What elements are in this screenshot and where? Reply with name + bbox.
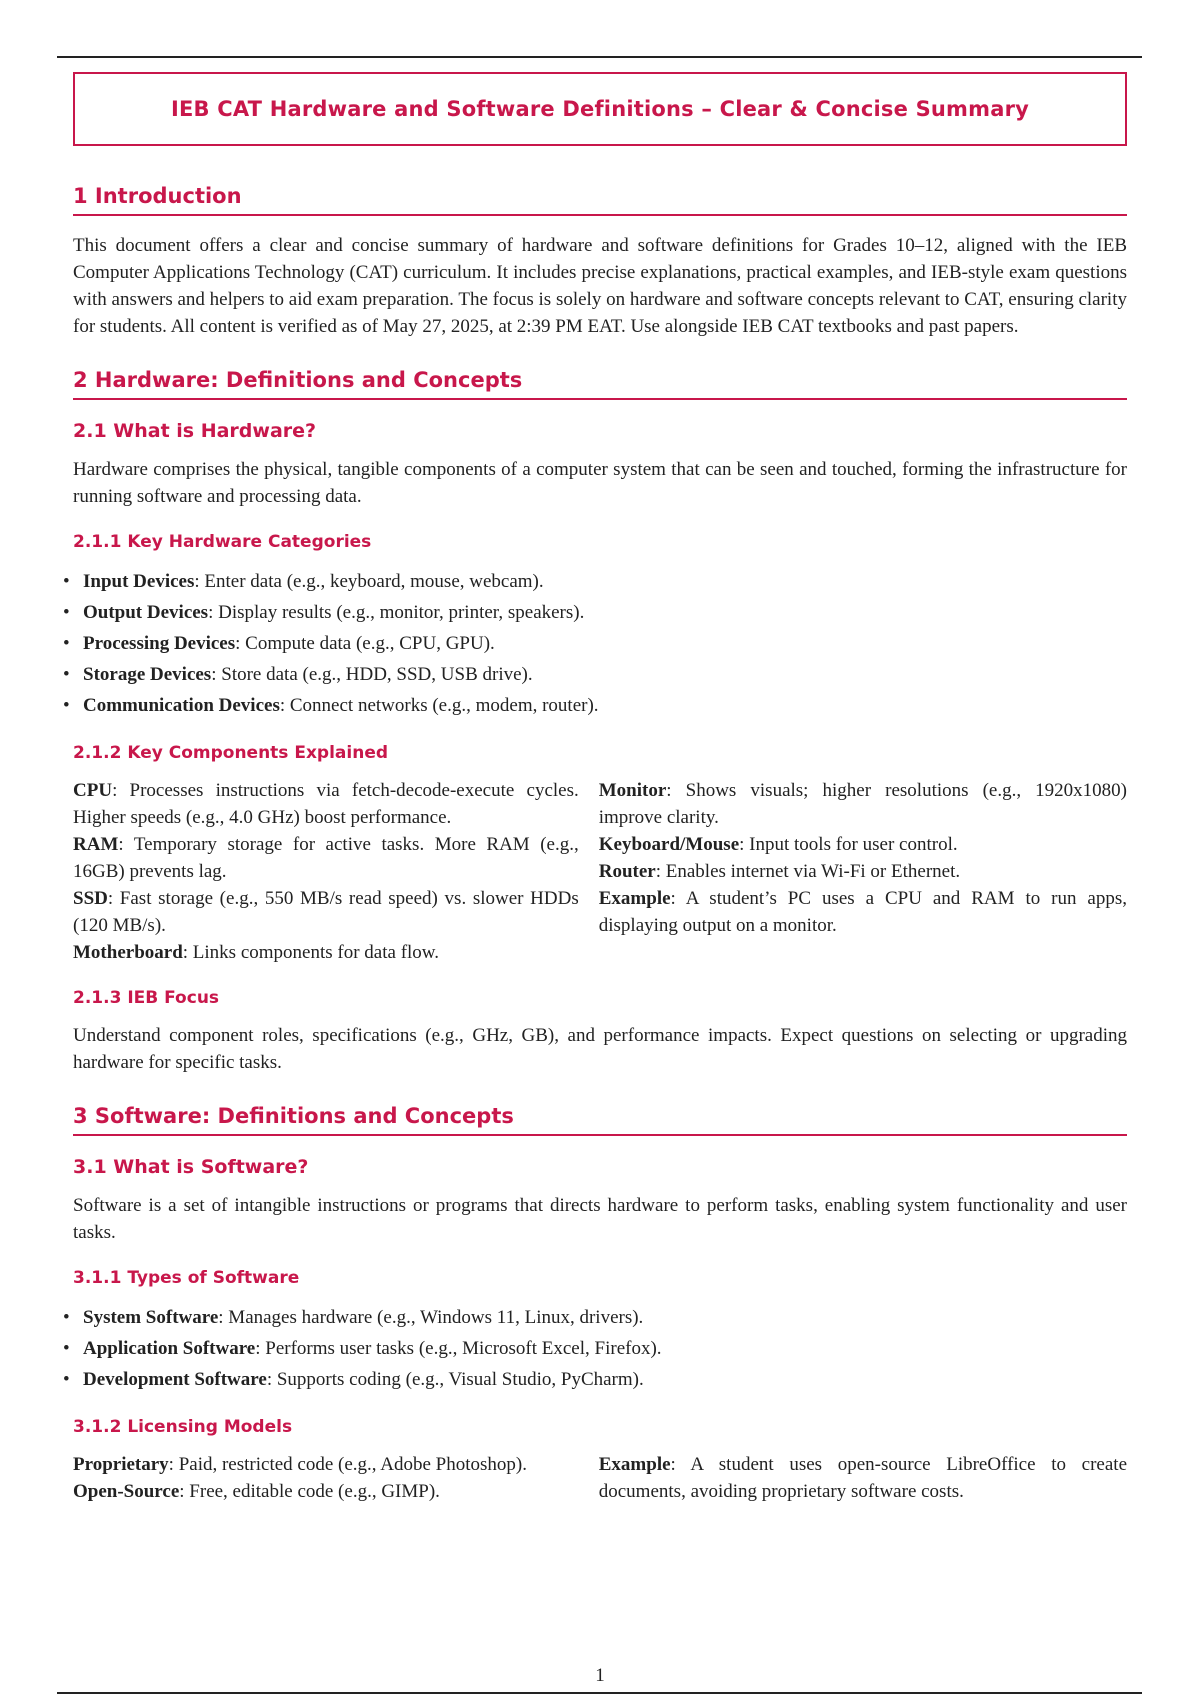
subsubsection-heading-ieb-focus: 2.1.3 IEB Focus [73, 988, 220, 1008]
licensing-entry: Example: A student uses open-source LibreOffice to create documents, avoiding proprietary software costs. [598, 1454, 1127, 1502]
section-heading-software: 3 Software: Definitions and Concepts [73, 1104, 1127, 1136]
document-title: IEB CAT Hardware and Software Definitions – Clear & Concise Summary [170, 97, 1030, 121]
list-item: • Input Devices: Enter data (e.g., keyboard, mouse, webcam). [63, 566, 1117, 597]
section-heading-hardware: 2 Hardware: Definitions and Concepts [73, 368, 1127, 400]
subsection-heading-what-is-hardware: 2.1 What is Hardware? [73, 420, 317, 442]
component-entry: Monitor: Shows visuals; higher resolutions (e.g., 1920x1080) improve clarity. [598, 780, 1127, 828]
page-content [73, 72, 1127, 1505]
bottom-rule [57, 1692, 1142, 1694]
subsection-heading-what-is-software: 3.1 What is Software? [73, 1156, 309, 1178]
licensing-left-column [73, 1451, 579, 1505]
component-entry: CPU: Processes instructions via fetch-decode-execute cycles. Higher speeds (e.g., 4.0 GHz) boost performance. [73, 780, 579, 828]
subsubsection-heading-key-components: 2.1.2 Key Components Explained [73, 743, 389, 763]
licensing-right-column [599, 1451, 1127, 1505]
components-left-column [73, 777, 579, 966]
page-number: 1 [595, 1665, 605, 1686]
title-box [73, 72, 1127, 146]
software-definition-text: Software is a set of intangible instructions or programs that directs hardware to perform tasks, enabling system functionality and user tasks. [73, 1195, 1127, 1243]
list-item: • Processing Devices: Compute data (e.g., CPU, GPU). [63, 628, 1117, 659]
component-entry: Motherboard: Links components for data flow. [73, 942, 440, 963]
hardware-categories-list [63, 566, 1117, 721]
software-types-list [63, 1302, 1117, 1395]
licensing-columns [73, 1451, 1127, 1505]
hardware-definition-text: Hardware comprises the physical, tangible components of a computer system that can be seen and touched, forming the infrastructure for running software and processing data. [73, 459, 1127, 507]
licensing-entry: Open-Source: Free, editable code (e.g., GIMP). [73, 1481, 440, 1502]
section-heading-introduction: 1 Introduction [73, 184, 1127, 216]
component-entry: SSD: Fast storage (e.g., 550 MB/s read speed) vs. slower HDDs (120 MB/s). [73, 888, 579, 936]
subsubsection-heading-licensing-models: 3.1.2 Licensing Models [73, 1417, 293, 1437]
list-item: • Communication Devices: Connect networks (e.g., modem, router). [63, 690, 1117, 721]
licensing-entry: Proprietary: Paid, restricted code (e.g., Adobe Photoshop). [73, 1454, 527, 1475]
list-item: • System Software: Manages hardware (e.g., Windows 11, Linux, drivers). [63, 1302, 1117, 1333]
list-item: • Storage Devices: Store data (e.g., HDD, SSD, USB drive). [63, 659, 1117, 690]
subsubsection-heading-hardware-categories: 2.1.1 Key Hardware Categories [73, 532, 372, 552]
list-item: • Application Software: Performs user tasks (e.g., Microsoft Excel, Firefox). [63, 1333, 1117, 1364]
list-item: • Development Software: Supports coding (e.g., Visual Studio, PyCharm). [63, 1364, 1117, 1395]
top-rule [57, 56, 1142, 58]
introduction-text: This document offers a clear and concise summary of hardware and software definitions for Grades 10–12, aligned with the IEB Computer Applications Technology (CAT) curriculum. It includes precise explanations, practical examples, and IEB-style exam questions with answers and helpers to aid exam preparation. The focus is solely on hardware and software concepts relevant to CAT, ensuring clarity for students. All content is verified as of May 27, 2025, at 2:39 PM EAT. Use alongside IEB CAT textbooks and past papers. [73, 235, 1127, 337]
component-entry: Example: A student’s PC uses a CPU and RAM to run apps, displaying output on a monitor. [598, 888, 1127, 936]
component-entry: Keyboard/Mouse: Input tools for user control. [598, 834, 958, 855]
components-right-column [599, 777, 1127, 966]
subsubsection-heading-types-of-software: 3.1.1 Types of Software [73, 1268, 300, 1288]
component-entry: RAM: Temporary storage for active tasks. More RAM (e.g., 16GB) prevents lag. [73, 834, 579, 882]
components-columns [73, 777, 1127, 966]
list-item: • Output Devices: Display results (e.g., monitor, printer, speakers). [63, 597, 1117, 628]
ieb-focus-text: Understand component roles, specifications (e.g., GHz, GB), and performance impacts. Expect questions on selecting or upgrading hardware for specific tasks. [73, 1025, 1127, 1073]
component-entry: Router: Enables internet via Wi-Fi or Ethernet. [598, 861, 961, 882]
